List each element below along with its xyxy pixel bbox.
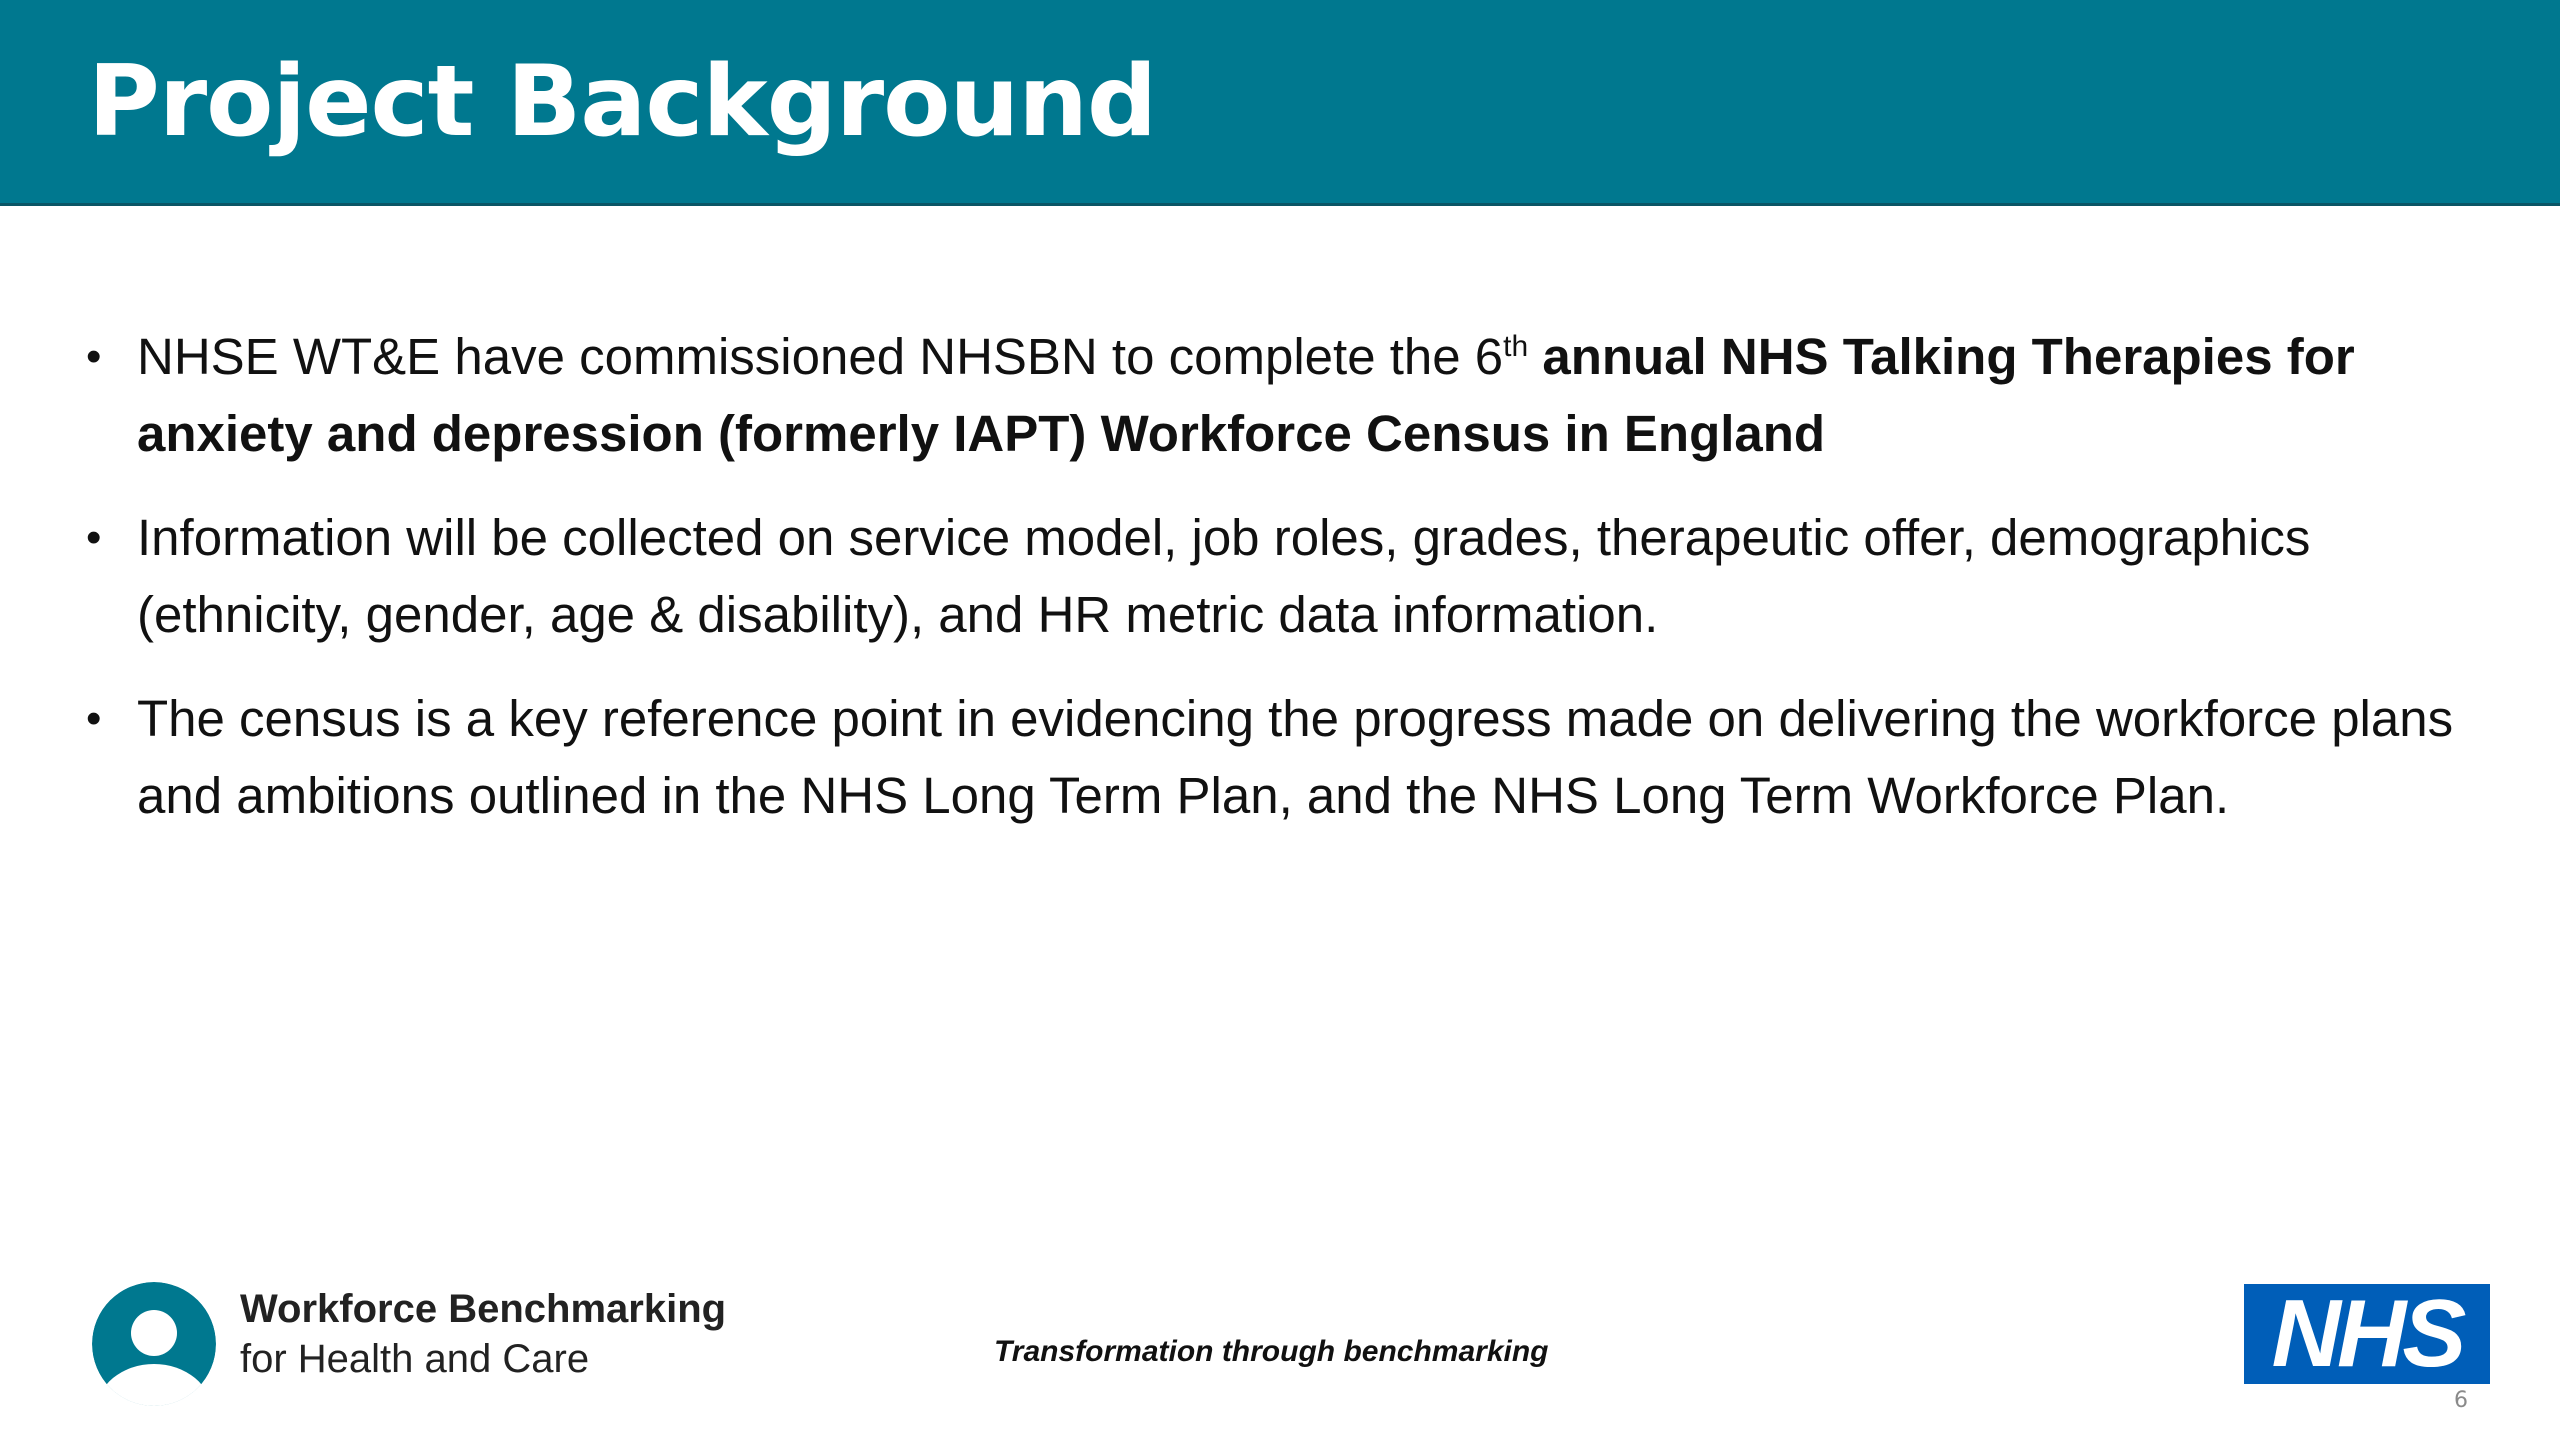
nhs-logo-text: NHS	[2271, 1284, 2463, 1384]
bullet-dot-icon: •	[86, 332, 102, 381]
tagline: Transformation through benchmarking	[994, 1335, 1549, 1368]
bullet-item	[86, 499, 2486, 653]
bullet-superscript: th	[1503, 330, 1529, 363]
bullet-dot-icon: •	[86, 513, 102, 562]
page-number: 6	[2454, 1388, 2468, 1413]
bullet-bold-text: annual NHS Talking Therapies for anxiety and depression (formerly IAPT) Workforce Census in England	[137, 328, 2355, 462]
bullet-text: Information will be collected on service model, job roles, grades, therapeutic offer, demographics (ethnicity, gender, age & disability), and HR metric data information.	[137, 509, 2311, 643]
organisation-name	[240, 1284, 726, 1384]
slide-title: Project Background	[88, 45, 1157, 159]
organisation-name-line2: for Health and Care	[240, 1337, 590, 1381]
header-bar	[0, 0, 2560, 206]
bullet-list	[86, 318, 2486, 861]
bullet-text: The census is a key reference point in evidencing the progress made on delivering the workforce plans and ambitions outlined in the NHS Long Term Plan, and the NHS Long Term Workforce Plan.	[137, 690, 2454, 824]
nhs-logo	[2244, 1284, 2490, 1384]
bullet-text: NHSE WT&E have commissioned NHSBN to complete the 6	[137, 328, 1504, 385]
bullet-item	[86, 680, 2486, 834]
person-circle-icon	[92, 1282, 216, 1406]
bullet-dot-icon: •	[86, 694, 102, 743]
organisation-name-line1: Workforce Benchmarking	[240, 1287, 727, 1331]
bullet-item	[86, 318, 2486, 472]
